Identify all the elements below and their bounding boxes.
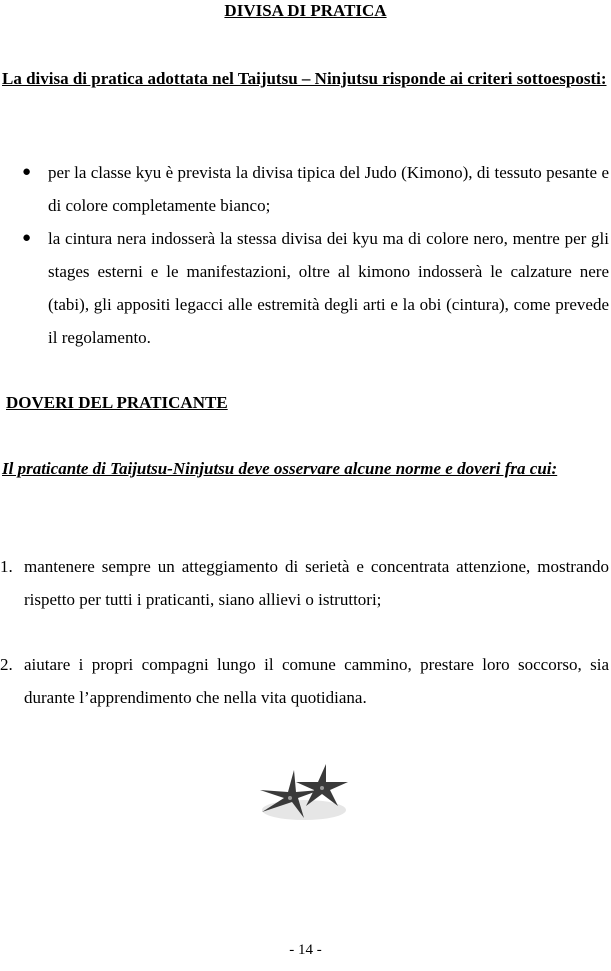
numbered-list [0,550,609,616]
section-title-divisa: DIVISA DI PRATICA [224,1,387,20]
bullet-list [0,156,609,354]
list-item [0,222,609,354]
bullet-icon: ● [22,230,32,246]
list-item-text: aiutare i propri compagni lungo il comune cammino, prestare loro soccorso, sia durante l’apprendimento che nella vita quotidiana. [24,655,609,707]
section-intro-divisa: La divisa di pratica adottata nel Taijutsu – Ninjutsu risponde ai criteri sottoesposti: [2,69,607,88]
list-item-text: per la classe kyu è prevista la divisa tipica del Judo (Kimono), di tessuto pesante e di colore completamente bianco; [48,163,609,215]
list-item-number: 2. [0,655,13,674]
numbered-list [0,648,609,714]
shuriken-icon [256,762,352,832]
list-item [0,648,609,714]
list-item-text: mantenere sempre un atteggiamento di serietà e concentrata attenzione, mostrando rispetto per tutti i praticanti, siano allievi o istruttori; [24,557,609,609]
list-item [0,550,609,616]
section-intro-doveri: Il praticante di Taijutsu-Ninjutsu deve osservare alcune norme e doveri fra cui: [2,459,558,478]
bullet-icon: ● [22,164,32,180]
page-number: - 14 - [289,942,322,958]
list-item-number: 1. [0,557,13,576]
section-title-doveri: DOVERI DEL PRATICANTE [6,393,228,412]
list-item-text: la cintura nera indosserà la stessa divisa dei kyu ma di colore nero, mentre per gli stages esterni e le manifestazioni, oltre al kimono indosserà le calzature nere (tabi), gli appositi legacci alle estremità degli arti e la obi (cintura), come prevede il regolamento. [48,229,609,347]
list-item [0,156,609,222]
